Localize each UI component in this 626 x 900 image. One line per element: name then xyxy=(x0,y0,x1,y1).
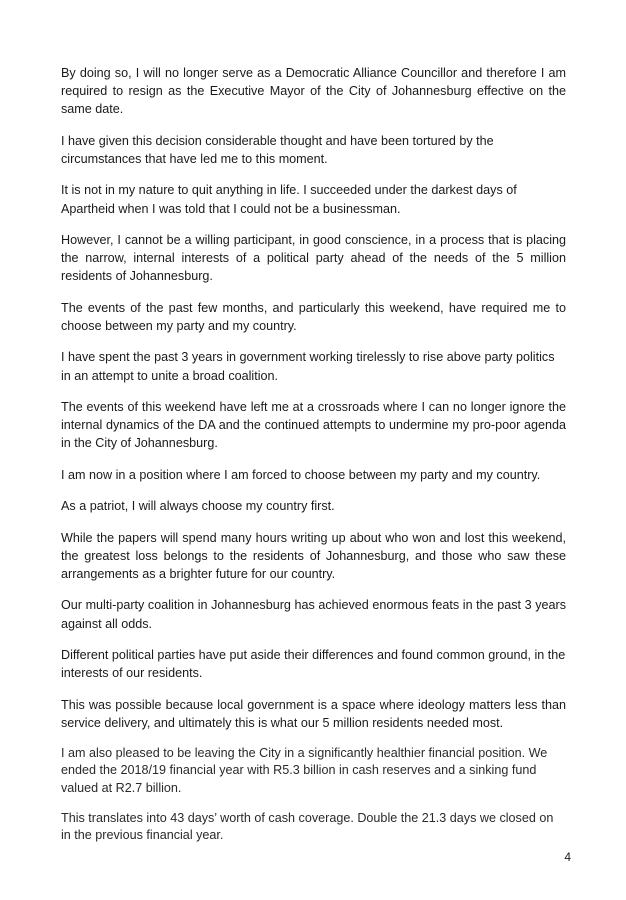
paragraph: This was possible because local government is a space where ideology matters less than service delivery, and ultimately this is what our 5 million residents needed most. xyxy=(61,697,566,730)
paragraph: I have spent the past 3 years in government working tirelessly to rise above party politics in an attempt to unite a broad coalition. xyxy=(61,350,555,383)
paragraph: Our multi-party coalition in Johannesburg has achieved enormous feats in the past 3 years against all odds. xyxy=(61,598,566,631)
paragraph: While the papers will spend many hours writing up about who won and lost this weekend, the greatest loss belongs to the residents of Johannesburg, and those who saw these arrangements as a brighter future for our country. xyxy=(61,530,566,581)
page-number: 4 xyxy=(564,850,571,864)
paragraph: I have given this decision considerable thought and have been tortured by the circumstances that have led me to this moment. xyxy=(61,133,494,166)
paragraph: This translates into 43 days’ worth of cash coverage. Double the 21.3 days we closed on in the previous financial year. xyxy=(61,810,554,843)
paragraph: By doing so, I will no longer serve as a Democratic Alliance Councillor and therefore I am required to resign as the Executive Mayor of the City of Johannesburg effective on the same date. xyxy=(61,66,566,117)
paragraph: I am now in a position where I am forced to choose between my party and my country. xyxy=(61,467,541,482)
document-body xyxy=(61,64,566,858)
paragraph: As a patriot, I will always choose my country first. xyxy=(61,499,335,514)
paragraph: The events of the past few months, and particularly this weekend, have required me to choose between my party and my country. xyxy=(61,300,566,333)
paragraph: The events of this weekend have left me at a crossroads where I can no longer ignore the internal dynamics of the DA and the continued attempts to undermine my pro-poor agenda in the City of Johannesburg. xyxy=(61,399,566,451)
paragraph: Different political parties have put aside their differences and found common ground, in the interests of our residents. xyxy=(61,647,566,681)
paragraph: I am also pleased to be leaving the City in a significantly healthier financial position. We ended the 2018/19 financial year with R5.3 billion in cash reserves and a sinking fund valued at R2.7 billion. xyxy=(61,746,548,795)
paragraph: However, I cannot be a willing participant, in good conscience, in a process that is placing the narrow, internal interests of a political party ahead of the needs of the 5 million residents of Johannesburg. xyxy=(61,232,566,284)
paragraph: It is not in my nature to quit anything in life. I succeeded under the darkest days of Apartheid when I was told that I could not be a businessman. xyxy=(61,183,517,216)
